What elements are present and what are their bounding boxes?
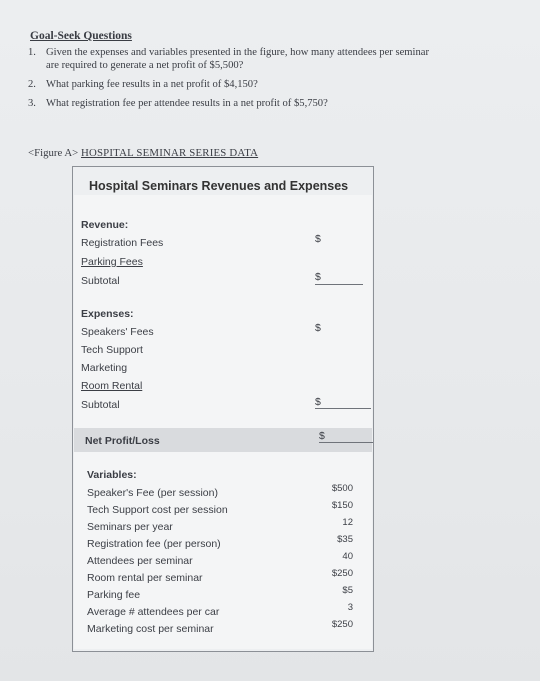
dollar-sign: $: [315, 396, 321, 408]
variable-label: Marketing cost per seminar: [87, 623, 214, 635]
question-item: [28, 46, 528, 72]
revenues-expenses-table: [72, 166, 374, 652]
dollar-sign: $: [315, 271, 321, 283]
question-number: 1.: [28, 47, 36, 58]
variable-value: $250: [331, 568, 353, 579]
variable-value: 40: [342, 551, 353, 562]
variable-value: $35: [337, 534, 353, 545]
variable-label: Room rental per seminar: [87, 572, 203, 584]
figure-label: <Figure A>: [28, 147, 79, 159]
revenue-item: Registration Fees: [81, 237, 164, 249]
question-number: 3.: [28, 98, 36, 109]
dollar-sign: $: [315, 233, 321, 245]
page-heading: Goal-Seek Questions: [30, 30, 132, 42]
net-profit-underline: [319, 442, 373, 443]
figure-caption: [28, 147, 258, 159]
question-number: 2.: [28, 79, 36, 90]
variables-header: Variables:: [87, 469, 137, 481]
expense-item: Speakers' Fees: [81, 326, 154, 338]
question-item: [28, 78, 528, 91]
variable-label: Tech Support cost per session: [87, 504, 228, 516]
variable-label: Speaker's Fee (per session): [87, 487, 218, 499]
question-text: What parking fee results in a net profit of $4,150?: [46, 79, 258, 90]
expense-item: Marketing: [81, 362, 128, 374]
variable-label: Parking fee: [87, 589, 141, 601]
table-title: Hospital Seminars Revenues and Expenses: [89, 179, 349, 193]
variable-value: $150: [331, 500, 353, 511]
question-text: What registration fee per attendee results in a net profit of $5,750?: [46, 98, 328, 109]
question-text: Given the expenses and variables presented in the figure, how many attendees per seminar: [46, 47, 430, 58]
expenses-header: Expenses:: [81, 308, 134, 320]
revenue-subtotal: Subtotal: [81, 275, 120, 287]
variable-label: Attendees per seminar: [87, 555, 193, 567]
dollar-sign: $: [315, 322, 321, 334]
revenue-header: Revenue:: [81, 219, 129, 231]
variable-value: $500: [331, 483, 353, 494]
question-list: [28, 46, 528, 116]
variable-value: $5: [342, 585, 353, 596]
variable-label: Registration fee (per person): [87, 538, 221, 550]
variable-value: 3: [347, 602, 353, 613]
expense-item: Tech Support: [81, 344, 143, 356]
variable-value: $250: [331, 619, 353, 630]
revenue-item: Parking Fees: [81, 256, 143, 268]
variable-label: Average # attendees per car: [87, 606, 220, 618]
question-text: are required to generate a net profit of $5,500?: [46, 60, 244, 71]
expense-subtotal: Subtotal: [81, 399, 120, 411]
expense-item: Room Rental: [81, 380, 143, 392]
question-item: [28, 97, 528, 110]
dollar-sign: $: [319, 430, 325, 442]
figure-title: HOSPITAL SEMINAR SERIES DATA: [80, 147, 259, 159]
variable-label: Seminars per year: [87, 521, 173, 533]
variable-value: 12: [342, 517, 353, 528]
net-profit-label: Net Profit/Loss: [85, 435, 160, 447]
subtotal-underline: [315, 408, 371, 409]
subtotal-underline: [315, 284, 363, 285]
